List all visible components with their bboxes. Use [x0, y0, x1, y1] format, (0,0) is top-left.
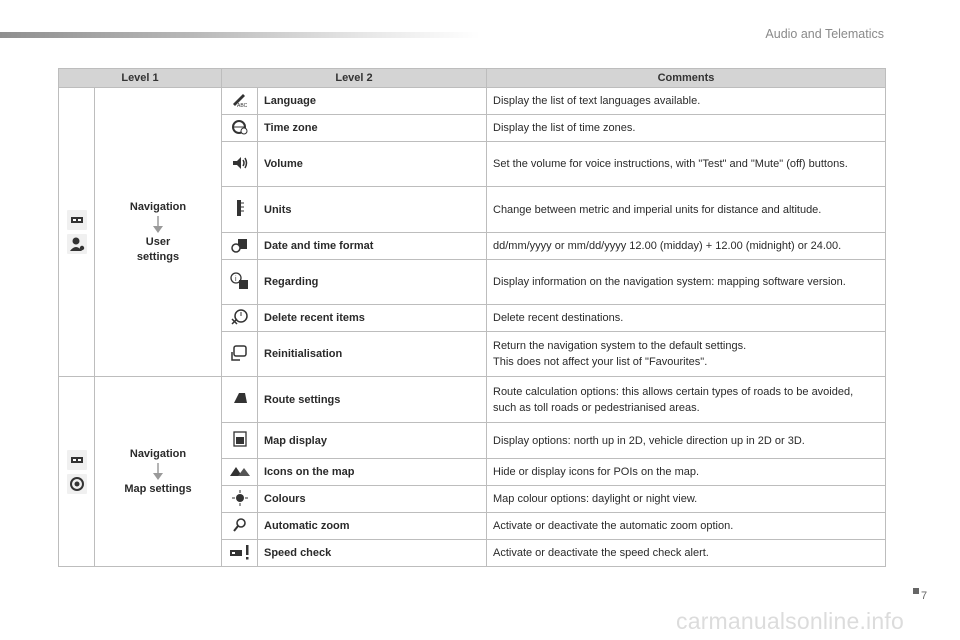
option-name: Delete recent items — [258, 305, 487, 332]
language-icon — [231, 92, 249, 108]
option-comment: Display options: north up in 2D, vehicle direction up in 2D or 3D. — [487, 423, 886, 459]
arrow-down-icon — [152, 216, 164, 234]
automatic-zoom-icon — [232, 517, 248, 533]
date-time-format-icon — [231, 237, 249, 253]
map-settings-icon — [67, 474, 87, 494]
table-header-row — [59, 69, 886, 88]
nav-label: Navigation — [129, 200, 187, 213]
sub-label-line1: Map settings — [124, 482, 192, 495]
option-comment: Return the navigation system to the default settings. This does not affect your list of "Favourites". — [487, 332, 886, 377]
option-comment: Activate or deactivate the automatic zoom option. — [487, 513, 886, 540]
header-gradient-bar — [0, 32, 480, 38]
option-name: Icons on the map — [258, 459, 487, 486]
option-comment: dd/mm/yyyy or mm/dd/yyyy 12.00 (midday) + 12.00 (midnight) or 24.00. — [487, 233, 886, 260]
table-row — [59, 88, 886, 115]
option-comment: Display the list of time zones. — [487, 115, 886, 142]
option-name: Regarding — [258, 260, 487, 305]
header-level1: Level 1 — [59, 69, 222, 88]
speed-check-icon — [229, 544, 251, 560]
colours-icon — [232, 490, 248, 506]
option-icon-cell — [222, 88, 258, 115]
regarding-icon — [230, 272, 250, 290]
map-display-icon — [231, 431, 249, 447]
sub-label-line2: settings — [136, 250, 180, 263]
navigation-icon — [67, 450, 87, 470]
option-comment: Activate or deactivate the speed check alert. — [487, 540, 886, 567]
level1-label-cell — [95, 377, 222, 567]
level1-label-cell — [95, 88, 222, 377]
option-name: Route settings — [258, 377, 487, 423]
page-header-title: Audio and Telematics — [765, 27, 884, 41]
option-name: Time zone — [258, 115, 487, 142]
level1-icons-cell — [59, 377, 95, 567]
page-number: 7 — [921, 590, 928, 602]
sub-label-line1: User — [145, 235, 171, 248]
nav-label: Navigation — [129, 447, 187, 460]
option-name: Speed check — [258, 540, 487, 567]
option-name: Colours — [258, 486, 487, 513]
option-comment: Display information on the navigation system: mapping software version. — [487, 260, 886, 305]
option-name: Map display — [258, 423, 487, 459]
svg-text:i: i — [234, 275, 237, 283]
level1-icons-cell — [59, 88, 95, 377]
navigation-icon — [67, 210, 87, 230]
page-marker — [913, 588, 919, 594]
option-comment: Change between metric and imperial units for distance and altitude. — [487, 187, 886, 233]
option-name: Date and time format — [258, 233, 487, 260]
option-comment: Map colour options: daylight or night view. — [487, 486, 886, 513]
option-comment: Hide or display icons for POIs on the map. — [487, 459, 886, 486]
option-name: Reinitialisation — [258, 332, 487, 377]
option-name: Language — [258, 88, 487, 115]
volume-icon — [231, 156, 249, 170]
option-name: Volume — [258, 142, 487, 187]
option-comment: Route calculation options: this allows certain types of roads to be avoided, such as toll roads or pedestrianised areas. — [487, 377, 886, 423]
icons-on-map-icon — [229, 464, 251, 478]
header-comments: Comments — [487, 69, 886, 88]
route-settings-icon — [231, 391, 249, 405]
delete-recent-icon — [231, 309, 249, 325]
header-level2: Level 2 — [222, 69, 487, 88]
time-zone-icon — [231, 119, 249, 135]
option-comment: Display the list of text languages available. — [487, 88, 886, 115]
reinitialisation-icon — [230, 344, 250, 362]
arrow-down-icon — [152, 463, 164, 481]
user-settings-icon — [67, 234, 87, 254]
option-comment: Set the volume for voice instructions, with "Test" and "Mute" (off) buttons. — [487, 142, 886, 187]
table-row — [59, 377, 886, 423]
settings-table — [58, 68, 886, 567]
option-name: Automatic zoom — [258, 513, 487, 540]
svg-text:ABC: ABC — [236, 102, 247, 108]
watermark-text: carmanualsonline.info — [676, 608, 904, 634]
option-comment: Delete recent destinations. — [487, 305, 886, 332]
option-name: Units — [258, 187, 487, 233]
units-icon — [231, 198, 249, 218]
